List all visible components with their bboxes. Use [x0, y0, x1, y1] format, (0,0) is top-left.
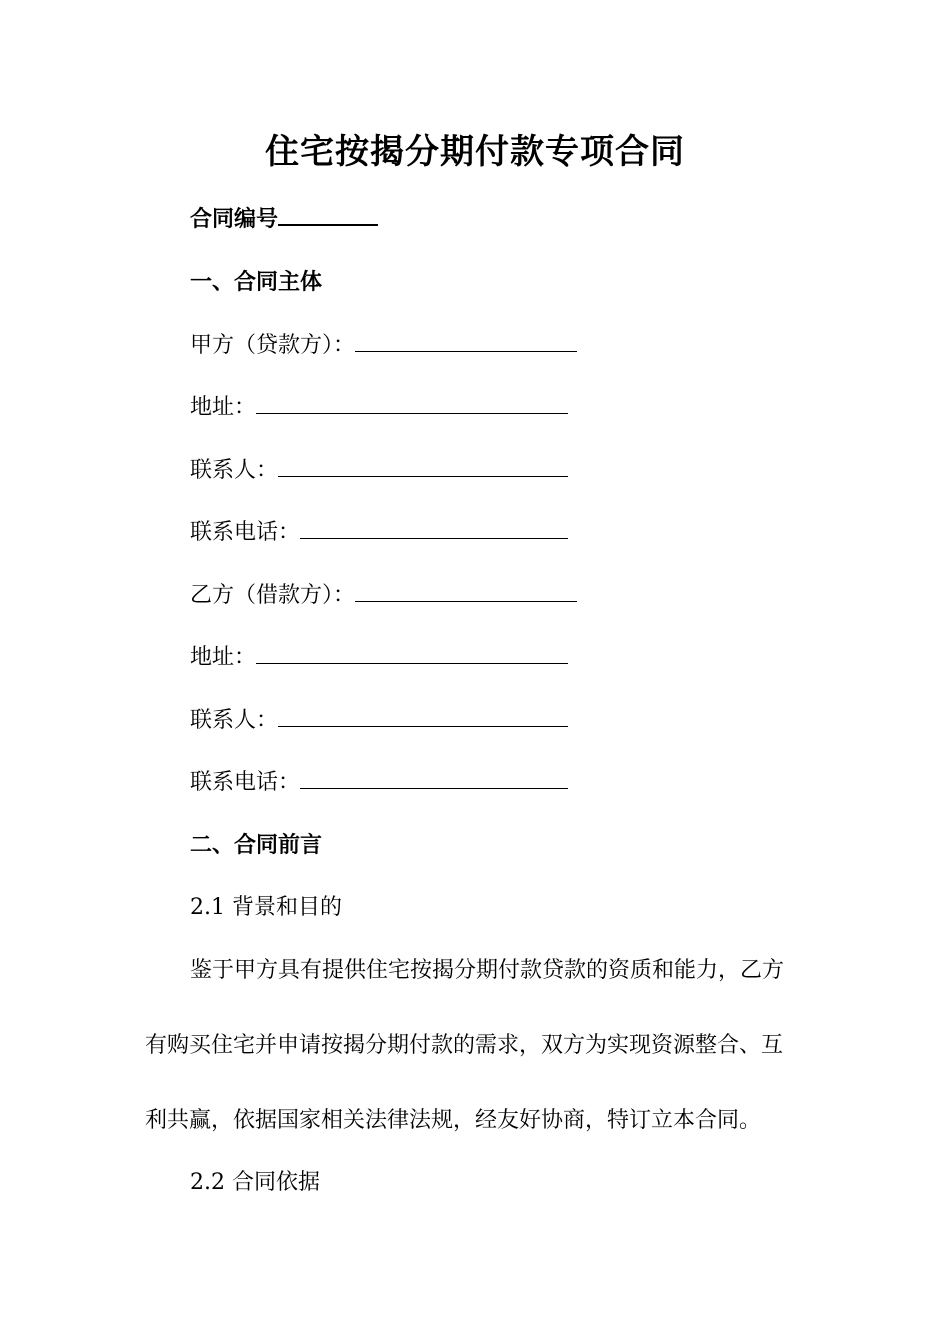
section-1-heading: 一、合同主体 [190, 270, 323, 295]
clause-2-1-line-3: 利共赢，依据国家相关法律法规，经友好协商，特订立本合同。 [145, 1108, 762, 1133]
party-a-field[interactable] [355, 333, 577, 352]
party-a-phone-label: 联系电话： [190, 520, 301, 545]
party-a-label: 甲方（贷款方）： [190, 333, 356, 358]
party-a-contact-label: 联系人： [190, 458, 279, 483]
party-b-contact-label: 联系人： [190, 708, 279, 733]
clause-2-1-line-1: 鉴于甲方具有提供住宅按揭分期付款贷款的资质和能力，乙方 [190, 958, 785, 983]
party-b-label: 乙方（借款方）： [190, 583, 356, 608]
party-b-phone-field[interactable] [300, 770, 568, 789]
party-b-contact-row [190, 706, 568, 736]
contract-number-row [190, 205, 378, 235]
contract-number-label: 合同编号 [190, 207, 279, 232]
party-a-row [190, 331, 577, 361]
contract-number-field[interactable] [278, 206, 378, 226]
party-b-contact-field[interactable] [278, 708, 568, 727]
document-title: 住宅按揭分期付款专项合同 [265, 132, 685, 172]
party-a-address-row [190, 393, 568, 423]
party-b-phone-label: 联系电话： [190, 770, 301, 795]
party-b-field[interactable] [355, 583, 577, 602]
clause-2-1-line-2: 有购买住宅并申请按揭分期付款的需求，双方为实现资源整合、互 [145, 1033, 784, 1058]
party-b-address-row [190, 643, 568, 673]
party-a-phone-row [190, 518, 568, 548]
party-b-phone-row [190, 768, 568, 798]
party-b-address-label: 地址： [190, 645, 257, 670]
party-a-address-label: 地址： [190, 395, 257, 420]
section-2-heading: 二、合同前言 [190, 833, 323, 858]
party-b-address-field[interactable] [256, 645, 568, 664]
clause-2-1-heading: 2.1 背景和目的 [190, 895, 342, 920]
party-a-contact-row [190, 456, 568, 486]
party-b-row [190, 581, 577, 611]
clause-2-2-heading: 2.2 合同依据 [190, 1170, 320, 1195]
party-a-phone-field[interactable] [300, 520, 568, 539]
party-a-contact-field[interactable] [278, 458, 568, 477]
party-a-address-field[interactable] [256, 395, 568, 414]
